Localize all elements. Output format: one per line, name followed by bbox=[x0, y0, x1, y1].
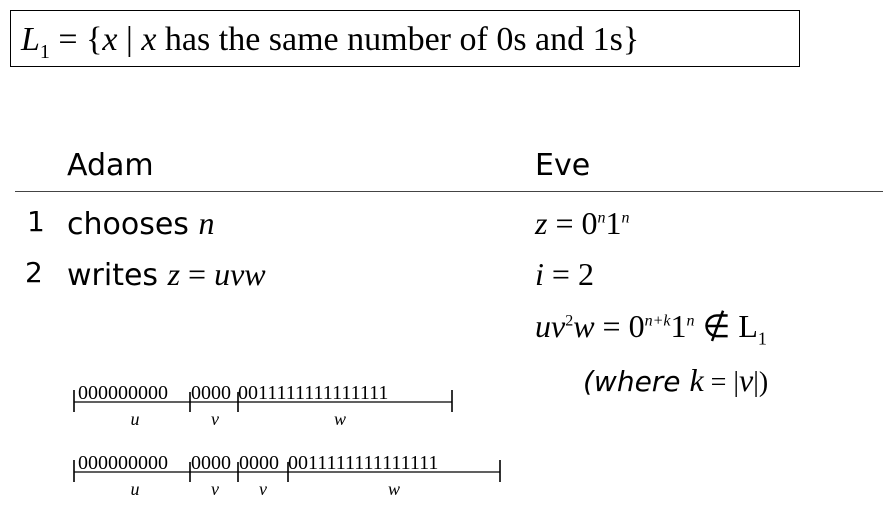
s2-u-bits: 000000000 bbox=[78, 452, 168, 474]
row-3-sub1: 1 bbox=[757, 328, 767, 349]
def-bar: | bbox=[117, 21, 142, 58]
row-4-k: k bbox=[689, 362, 704, 398]
row-1-eve-eq: = 0 bbox=[547, 205, 598, 241]
row-4-v: v bbox=[739, 362, 754, 398]
row-1-adam-text: chooses bbox=[67, 207, 199, 242]
row-3-sup-nk: n+k bbox=[644, 312, 671, 330]
row-1-eve-sup1: n bbox=[597, 209, 606, 227]
row-2-eve-rest: = 2 bbox=[543, 256, 594, 292]
row-3-sup-n: n bbox=[686, 312, 695, 330]
row-4-eve bbox=[583, 362, 768, 399]
s1-v-bits: 0000 bbox=[191, 382, 231, 404]
row-3-eq0: = 0 bbox=[594, 308, 645, 344]
s1-label-u: u bbox=[130, 409, 140, 429]
s2-label-v1: v bbox=[211, 479, 219, 499]
row-1-adam bbox=[67, 205, 214, 242]
row-2-eve-i: i bbox=[535, 256, 544, 292]
row-2-adam bbox=[67, 256, 266, 293]
eve-header: Eve bbox=[535, 148, 591, 183]
s2-label-u: u bbox=[130, 479, 140, 499]
def-rhs-open: = { bbox=[49, 21, 103, 58]
split-string-1 bbox=[74, 382, 452, 429]
split-string-2 bbox=[74, 452, 500, 499]
pumping-split-diagram bbox=[0, 370, 520, 510]
language-definition bbox=[10, 10, 800, 67]
row-4-eq: = | bbox=[703, 367, 740, 398]
row-3-one: 1 bbox=[670, 308, 687, 344]
def-lhs-sub: 1 bbox=[39, 40, 50, 63]
row-4-open: (where bbox=[583, 365, 690, 398]
def-lhs: L bbox=[21, 21, 40, 58]
s2-label-v2: v bbox=[259, 479, 267, 499]
def-var-x1: x bbox=[102, 21, 118, 58]
s1-u-bits: 000000000 bbox=[78, 382, 168, 404]
s2-v2-bits: 0000 bbox=[239, 452, 279, 474]
row-2-adam-z: z bbox=[167, 256, 181, 292]
row-3-eve bbox=[535, 307, 767, 349]
row-2-eve bbox=[535, 256, 594, 293]
row-3-notin: ∉ L bbox=[694, 308, 758, 344]
row-1-adam-math: n bbox=[198, 205, 215, 241]
row-1-eve-one: 1 bbox=[605, 205, 622, 241]
row-4-close: |) bbox=[753, 367, 769, 398]
row-2-adam-text: writes bbox=[67, 258, 168, 293]
s2-v1-bits: 0000 bbox=[191, 452, 231, 474]
def-rest: has the same number of 0s and 1s} bbox=[156, 21, 640, 58]
row-3-w: w bbox=[573, 308, 595, 344]
row-3-sup2: 2 bbox=[565, 312, 574, 330]
s1-w-bits: 0011111111111111 bbox=[238, 382, 389, 404]
def-var-x2: x bbox=[141, 21, 157, 58]
row-1-eve bbox=[535, 205, 630, 242]
adam-header: Adam bbox=[67, 148, 154, 183]
s1-label-w: w bbox=[333, 409, 347, 429]
row-1-eve-z: z bbox=[535, 205, 548, 241]
row-1-number: 1 bbox=[27, 205, 45, 238]
row-3-uv: uv bbox=[535, 308, 566, 344]
row-2-number: 2 bbox=[25, 256, 43, 289]
row-1-eve-sup2: n bbox=[621, 209, 630, 227]
s2-w-bits: 0011111111111111 bbox=[288, 452, 439, 474]
header-divider bbox=[15, 191, 883, 192]
row-2-adam-eq: = bbox=[180, 256, 215, 292]
s2-label-w: w bbox=[387, 479, 401, 499]
s1-label-v: v bbox=[211, 409, 219, 429]
row-2-adam-uvw: uvw bbox=[214, 256, 266, 292]
